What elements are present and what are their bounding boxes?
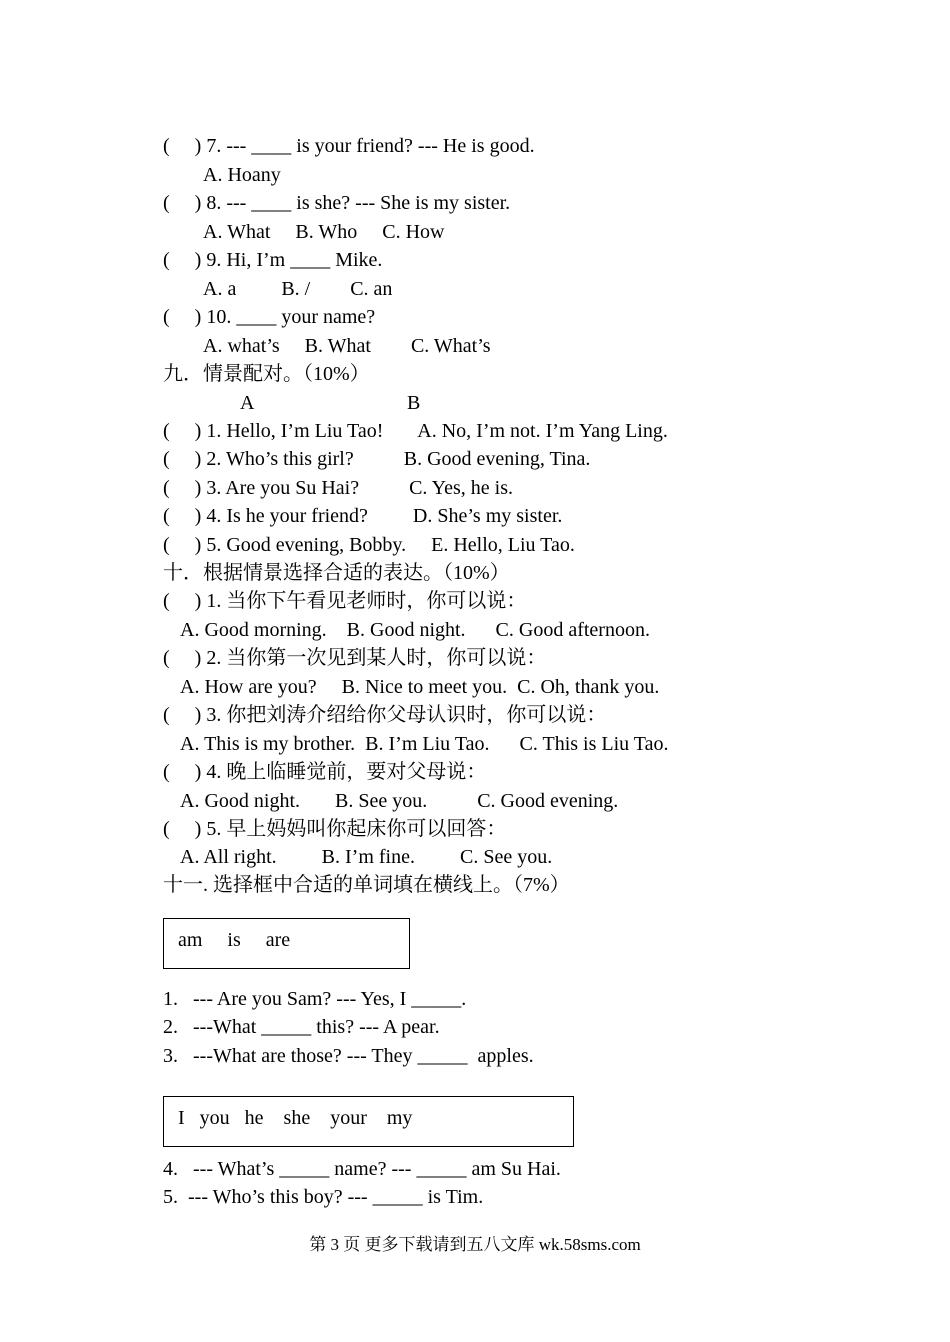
expression-question-4: ( ) 4. 晚上临睡觉前，要对父母说：: [163, 761, 487, 783]
word-box-1-words: am is are: [178, 929, 291, 951]
section-10-title: 十．根据情景选择合适的表达。（10%）: [163, 562, 510, 584]
expression-options-5: A. All right. B. I’m fine. C. See you.: [180, 846, 553, 868]
question-7-options: A. Hoany: [203, 164, 281, 186]
fill-item-2: 2. ---What _____ this? --- A pear.: [163, 1016, 440, 1038]
question-8-options: A. What B. Who C. How: [203, 221, 445, 243]
section-11-title: 十一. 选择框中合适的单词填在横线上。（7%）: [163, 874, 570, 896]
expression-question-1: ( ) 1. 当你下午看见老师时，你可以说：: [163, 590, 527, 612]
question-10: ( ) 10. ____ your name?: [163, 306, 376, 328]
expression-question-5: ( ) 5. 早上妈妈叫你起床你可以回答：: [163, 818, 507, 840]
column-b-heading: B: [407, 392, 421, 414]
match-item-5: ( ) 5. Good evening, Bobby. E. Hello, Liu Tao.: [163, 534, 575, 556]
word-box-2-words: I you he she your my: [178, 1107, 413, 1129]
match-item-4: ( ) 4. Is he your friend? D. She’s my sister.: [163, 505, 563, 527]
column-a-heading: A: [240, 392, 255, 414]
question-9-options: A. a B. / C. an: [203, 278, 393, 300]
fill-item-4: 4. --- What’s _____ name? --- _____ am Su Hai.: [163, 1158, 561, 1180]
expression-question-2: ( ) 2. 当你第一次见到某人时，你可以说：: [163, 647, 547, 669]
fill-item-5: 5. --- Who’s this boy? --- _____ is Tim.: [163, 1186, 484, 1208]
word-box-2: [163, 1096, 574, 1147]
match-item-1: ( ) 1. Hello, I’m Liu Tao! A. No, I’m not. I’m Yang Ling.: [163, 420, 668, 442]
question-10-options: A. what’s B. What C. What’s: [203, 335, 491, 357]
expression-question-3: ( ) 3. 你把刘涛介绍给你父母认识时，你可以说：: [163, 704, 607, 726]
question-7: ( ) 7. --- ____ is your friend? --- He is good.: [163, 135, 535, 157]
expression-options-4: A. Good night. B. See you. C. Good evening.: [180, 790, 619, 812]
fill-item-1: 1. --- Are you Sam? --- Yes, I _____.: [163, 988, 467, 1010]
word-box-1: [163, 918, 410, 969]
question-9: ( ) 9. Hi, I’m ____ Mike.: [163, 249, 383, 271]
section-9-title: 九．情景配对。（10%）: [163, 363, 370, 385]
expression-options-3: A. This is my brother. B. I’m Liu Tao. C. This is Liu Tao.: [180, 733, 669, 755]
question-8: ( ) 8. --- ____ is she? --- She is my sister.: [163, 192, 511, 214]
expression-options-2: A. How are you? B. Nice to meet you. C. Oh, thank you.: [180, 676, 660, 698]
expression-options-1: A. Good morning. B. Good night. C. Good afternoon.: [180, 619, 650, 641]
match-item-3: ( ) 3. Are you Su Hai? C. Yes, he is.: [163, 477, 513, 499]
match-item-2: ( ) 2. Who’s this girl? B. Good evening, Tina.: [163, 448, 591, 470]
page-footer: 第 3 页 更多下载请到五八文库 wk.58sms.com: [309, 1235, 641, 1254]
fill-item-3: 3. ---What are those? --- They _____ apples.: [163, 1045, 534, 1067]
